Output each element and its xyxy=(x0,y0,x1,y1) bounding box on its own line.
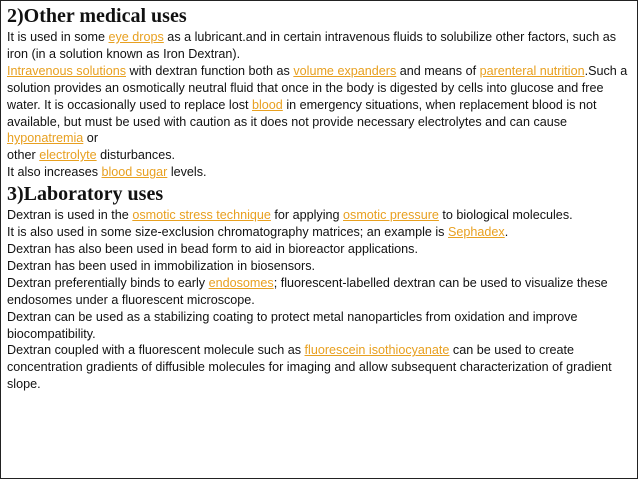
para-intravenous xyxy=(7,63,629,148)
text-run: in emergency situations, when replacement blood is not available, but must be used with caution as it does not provide necessary electrolytes and can cause xyxy=(7,97,597,129)
para-biosensors xyxy=(7,258,629,275)
text-run: to biological molecules. xyxy=(438,208,573,223)
text-run: as a lubricant.and in certain intravenous fluids to solubilize other factors, such as iron (in a solution known as Iron Dextran). xyxy=(7,30,617,61)
section-body-laboratory xyxy=(7,207,629,393)
link-osmotic-stress-technique[interactable]: osmotic stress technique xyxy=(132,208,271,223)
text-run: can be used to create concentration gradients of diffusible molecules for imaging and allow subsequent characterization of gradient slope. xyxy=(7,343,612,392)
link-volume-expanders[interactable]: volume expanders xyxy=(293,63,397,78)
link-osmotic-pressure[interactable]: osmotic pressure xyxy=(343,208,439,223)
text-run: Dextran coupled with a fluorescent molecule such as xyxy=(7,343,305,358)
text-run: or xyxy=(83,131,99,146)
text-run: for applying xyxy=(270,208,344,223)
para-endosomes xyxy=(7,275,629,309)
section-heading-medical: 2)Other medical uses xyxy=(7,5,187,27)
text-run: disturbances. xyxy=(96,148,176,163)
para-fluorescein xyxy=(7,342,629,393)
link-hyponatremia[interactable]: hyponatremia xyxy=(7,131,84,146)
section-heading-laboratory: 3)Laboratory uses xyxy=(7,183,164,206)
text-run: It is also used in some size-exclusion chromatography matrices; an example is xyxy=(7,225,448,240)
section-body-medical xyxy=(7,29,629,181)
text-run: It is used in some xyxy=(7,30,109,44)
para-lubricant xyxy=(7,29,629,63)
text-run: . xyxy=(504,225,509,240)
link-parenteral-nutrition[interactable]: parenteral nutrition xyxy=(479,63,585,78)
link-eye-drops[interactable]: eye drops xyxy=(108,30,164,44)
text-run: levels. xyxy=(167,165,207,180)
text-run: and means of xyxy=(396,63,480,78)
link-blood-sugar[interactable]: blood sugar xyxy=(101,165,168,180)
link-blood[interactable]: blood xyxy=(252,97,283,112)
text-run: Dextran has also been used in bead form to aid in bioreactor applications. xyxy=(7,241,418,256)
text-run: Dextran can be used as a stabilizing coating to protect metal nanoparticles from oxidation and improve biocompatibility. xyxy=(7,309,578,341)
text-run: .Such a solution provides an osmotically neutral fluid that once in the body is digested by cells into glucose and free water. It is occasionally used to replace lost xyxy=(7,63,628,112)
text-run: It also increases xyxy=(7,165,102,180)
text-run: Dextran is used in the xyxy=(7,208,133,223)
text-run: Dextran preferentially binds to early xyxy=(7,275,209,290)
para-blood-sugar xyxy=(7,164,629,181)
para-osmotic xyxy=(7,207,629,224)
link-sephadex[interactable]: Sephadex xyxy=(447,225,505,240)
text-run: ; fluorescent-labelled dextran can be used to visualize these endosomes under a fluorescent microscope. xyxy=(7,275,608,307)
text-run: Dextran has been used in immobilization in biosensors. xyxy=(7,258,316,273)
text-run: with dextran function both as xyxy=(126,63,294,78)
para-chromatography xyxy=(7,224,629,241)
link-electrolyte[interactable]: electrolyte xyxy=(39,148,97,163)
para-nanoparticles xyxy=(7,309,629,343)
para-bioreactor xyxy=(7,241,629,258)
link-endosomes[interactable]: endosomes xyxy=(208,275,274,290)
text-run: other xyxy=(7,148,40,163)
para-electrolyte xyxy=(7,147,629,164)
link-intravenous-solutions[interactable]: Intravenous solutions xyxy=(7,63,127,78)
link-fluorescein-isothiocyanate[interactable]: fluorescein isothiocyanate xyxy=(304,343,450,358)
